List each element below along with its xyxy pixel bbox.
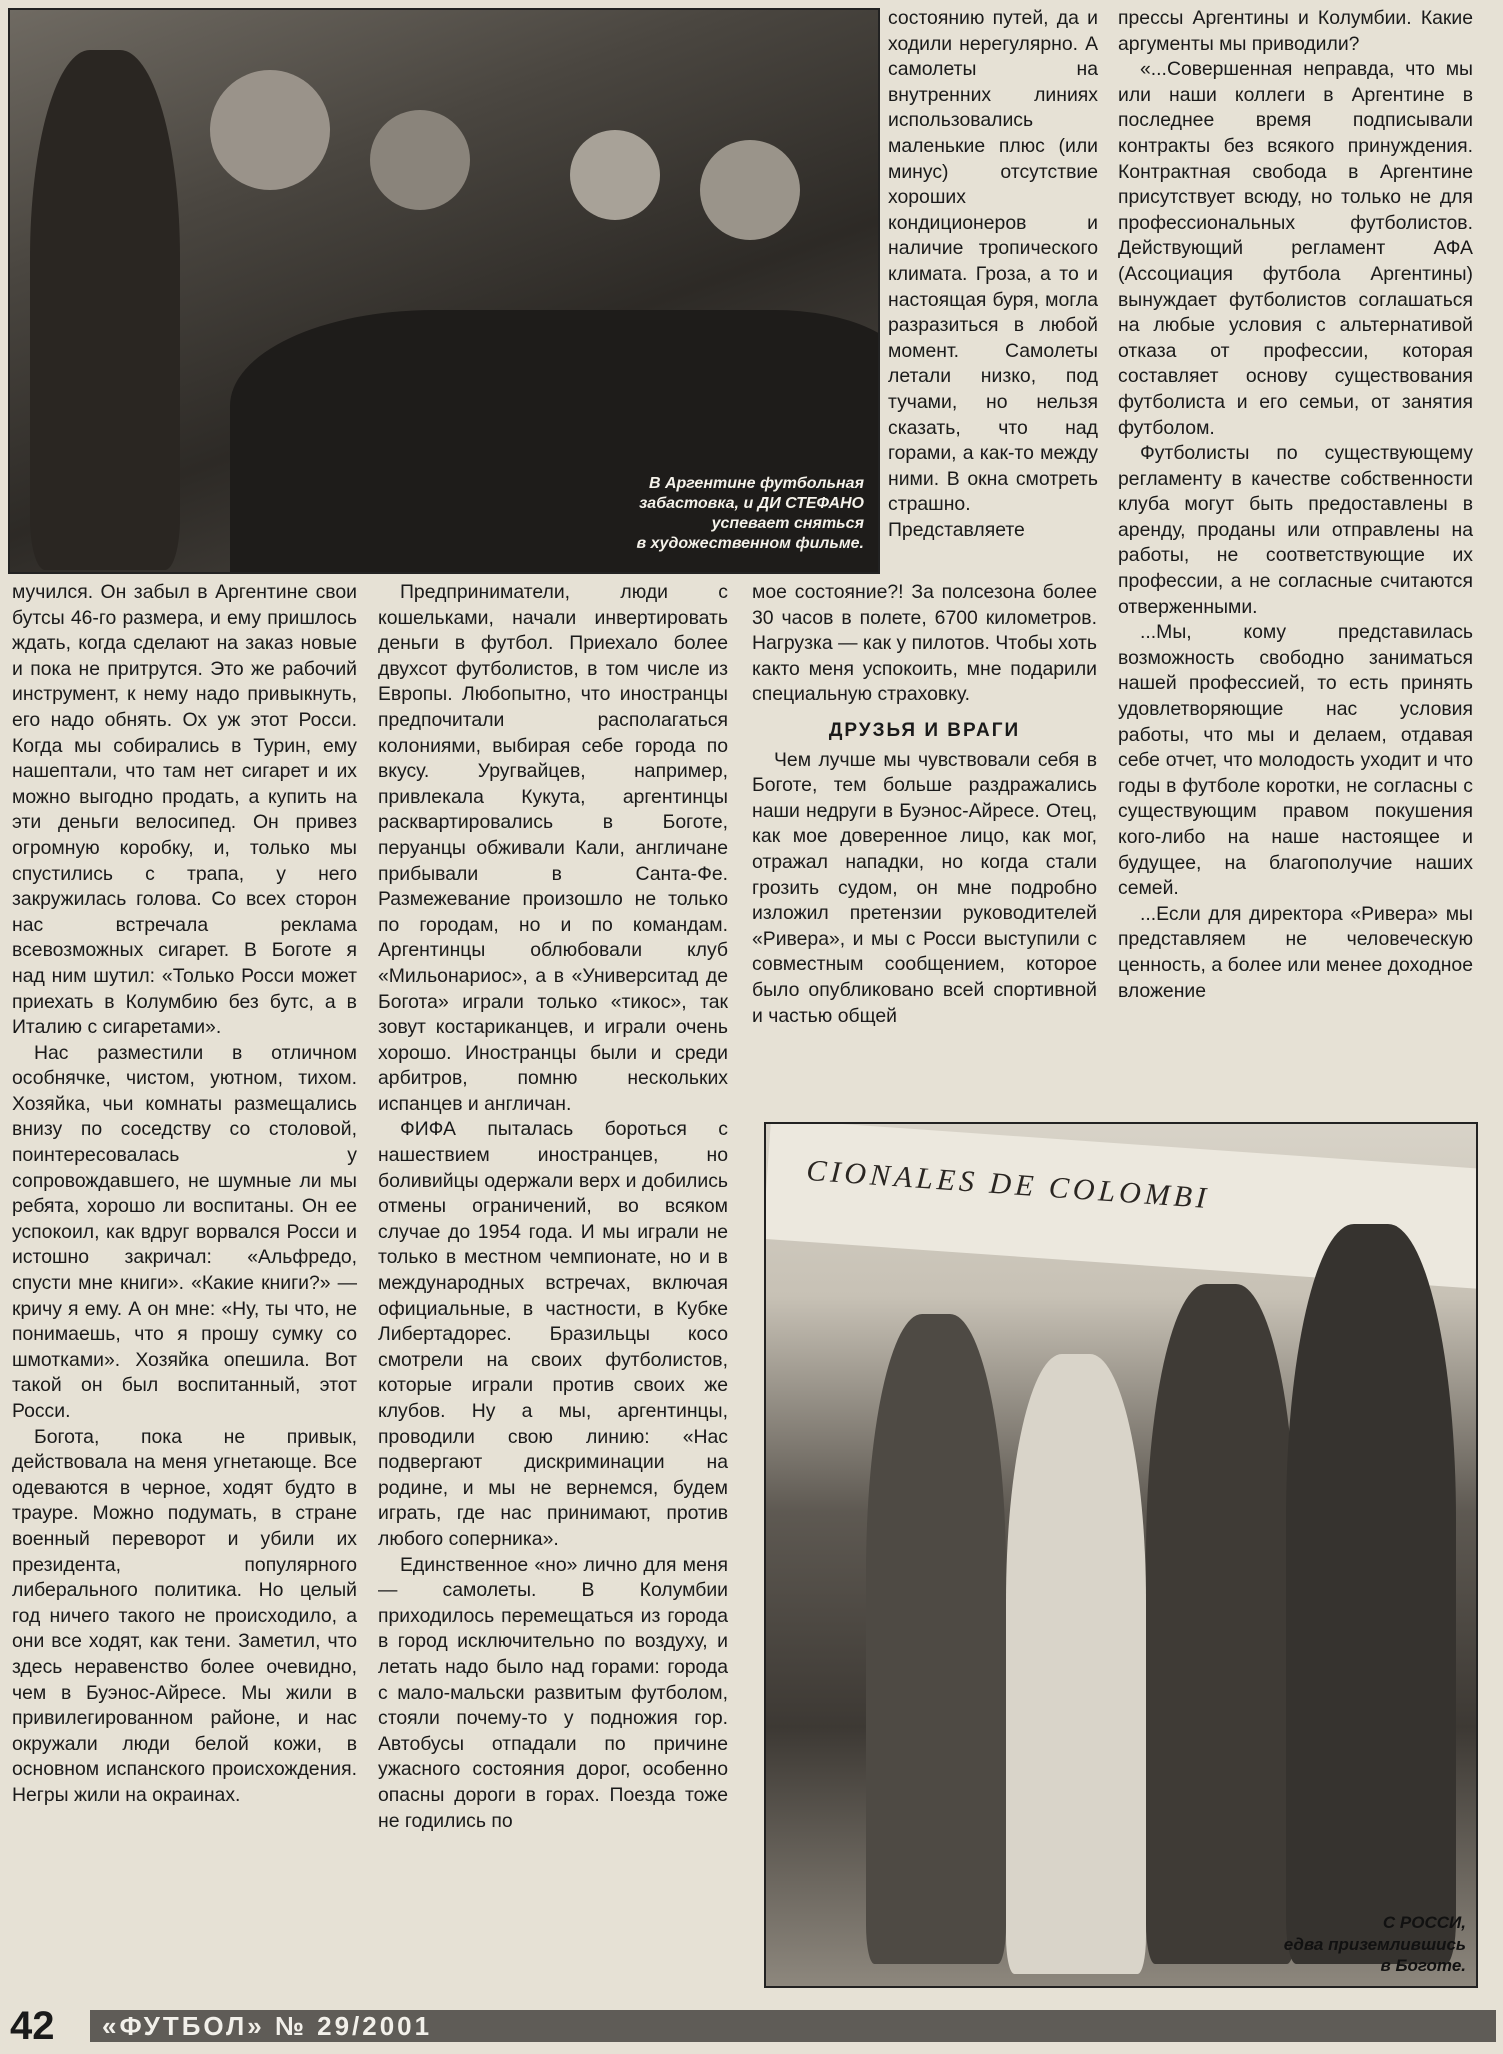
photo-film-scene — [8, 8, 880, 574]
figure-silhouette — [210, 70, 330, 190]
figure-silhouette — [1286, 1224, 1456, 1964]
column-3-lower — [752, 580, 1097, 1029]
photo-airport-arrival — [764, 1122, 1478, 1988]
column-4-top — [1118, 6, 1473, 1004]
paragraph: Нас разместили в отличном особнячке, чистом, уютном, тихом. Хозяйка, чьи комнаты размещались внизу по соседству со столовой, поинтересовалась у сопровождавшего, не шумные ли мы ребята, хорошо ли воспитаны. Он ее успокоил, как вдруг ворвался Росси и истошно закричал: «Альфредо, спусти мне книги». «Какие книги?» — кричу я ему. А он мне: «Ну, ты что, не понимаешь, что я прошу сумку со шмотками». Хозяйка опешила. Вот такой он был воспитанный, этот Росси. — [12, 1041, 357, 1422]
figure-silhouette — [30, 50, 180, 570]
figure-silhouette — [570, 130, 660, 220]
figure-silhouette — [1146, 1284, 1296, 1964]
paragraph: Единственное «но» лично для меня — самолеты. В Колумбии приходилось перемещаться из города в город исключительно по воздуху, и летать надо было над горами: города с мало-мальски развитым футболом, стояли почему-то у подножия гор. Автобусы отпадали по причине ужасного состояния дорог, особенно опасны дороги в горах. Поезда тоже не годились по — [378, 1553, 728, 1832]
paragraph: ...Если для директора «Ривера» мы представляем не человеческую ценность, а более или менее доходное вложение — [1118, 902, 1473, 1002]
figure-silhouette — [700, 140, 800, 240]
column-2 — [378, 580, 728, 1834]
paragraph: Предприниматели, люди с кошельками, начали инвертировать деньги в футбол. Приехало более двухсот футболистов, в том числе из Европы. Любопытно, что иностранцы предпочитали располагаться колониями, выбирая себе города по вкусу. Уругвайцев, например, привлекала Кукута, аргентинцы расквартировались в Боготе, перуанцы обживали Кали, англичане прибывали в Санта-Фе. Размежевание произошло не только по городам, но и по командам. Аргентинцы облюбовали клуб «Мильонариос», а в «Университад де Богота» играли только «тикос», так зовут костариканцев, и играли очень хорошо. Иностранцы были и среди арбитров, помню нескольких испанцев и англичан. — [378, 581, 728, 1115]
masthead: «ФУТБОЛ» № 29/2001 — [90, 2010, 1496, 2042]
paragraph: прессы Аргентины и Колумбии. Какие аргументы мы приводили? — [1118, 7, 1473, 55]
figure-silhouette — [1006, 1354, 1146, 1974]
photo1-caption: В Аргентине футбольная забастовка, и ДИ СТЕФАНО успевает сняться в художественном фильме. — [636, 475, 864, 552]
page-number: 42 — [10, 2003, 55, 2048]
paragraph: Футболисты по существующему регламенту в качестве собственности клуба могут быть предоставлены в аренду, проданы или отправлены на работы, не соответствующие их профессии, а не согласные считаются отверженными. — [1118, 442, 1473, 618]
paragraph: мучился. Он забыл в Аргентине свои бутсы 46-го размера, и ему пришлось ждать, когда сделают на заказ новые и пока не притрутся. Это же рабочий инструмент, к нему надо привыкнуть, его надо обнять. Ох уж этот Росси. Когда мы собирались в Турин, ему нашептали, что там нет сигарет и их можно выгодно продать, а купить на эти деньги велосипед. Он привез огромную коробку, и, только мы спустились с трапа, у него закружилась голова. Со всех сторон нас встречала реклама всевозможных сигарет. В Боготе я над ним шутил: «Только Росси может приехать в Колумбию без бутс, а в Италию с сигаретами». — [12, 581, 357, 1039]
figure-silhouette — [866, 1314, 1006, 1964]
column-3-top — [888, 6, 1098, 543]
section-heading: ДРУЗЬЯ И ВРАГИ — [828, 719, 1021, 741]
paragraph: ФИФА пыталась бороться с нашествием иностранцев, но боливийцы одержали верх и добились отмены ограничений, во всяком случае до 1954 года. И мы играли не только в местном чемпионате, но и в международных встречах, включая официальные, в частности, в Кубке Либертадорес. Бразильцы косо смотрели на своих футболистов, которые играли против своих же клубов. Ну а мы, аргентинцы, проводили свою линию: «Нас подвергают дискриминации на родине, и мы не вернемся, будем играть, где нас принимают, против любого соперника». — [378, 1118, 728, 1550]
plane-lettering: CIONALES DE COLOMBI — [805, 1153, 1212, 1216]
paragraph: состоянию путей, да и ходили нерегулярно. А самолеты на внутренних линиях использовались маленькие плюс (или минус) отсутствие хороших кондиционеров и наличие тропического климата. Гроза, а то и настоящая буря, могла разразиться в любой момент. Самолеты летали низко, под тучами, но нельзя сказать, что над горами, а как-то между ними. В окна смотреть страшно. Представляете — [888, 7, 1098, 541]
photo2-caption: С РОССИ, едва приземлившись в Боготе. — [1283, 1913, 1466, 1975]
paragraph: Чем лучше мы чувствовали себя в Боготе, тем больше раздражались наши недруги в Буэнос-Айресе. Отец, как мое доверенное лицо, как мог, отражал нападки, но когда стали грозить судом, он мне подробно изложил претензии руководителей «Ривера», и мы с Росси выступили с совместным сообщением, которое было опубликовано всей спортивной и частью общей — [752, 748, 1097, 1027]
column-1 — [12, 580, 357, 1809]
paragraph: ...Мы, кому представилась возможность свободно заниматься нашей профессией, то есть принять удовлетворяющие нас условия работы, что мы и делаем, отдавая себе отчет, что молодость уходит и что годы в футболе коротки, не согласны с существующим правом покушения кого-либо на наше настоящее и будущее, на благополучие наших семей. — [1118, 621, 1473, 900]
figure-silhouette — [370, 110, 470, 210]
paragraph: «...Совершенная неправда, что мы или наши коллеги в Аргентине в последнее время подписывали контракты без всякого принуждения. Контрактная свобода в Аргентине присутствует всюду, но только не для профессиональных футболистов. Действующий регламент АФА (Ассоциация футбола Аргентины) вынуждает футболистов соглашаться на любые условия с альтернативой отказа от профессии, которая составляет основу существования футболиста и его семьи, от занятия футболом. — [1118, 58, 1473, 439]
paragraph: Богота, пока не привык, действовала на меня угнетающе. Все одеваются в черное, ходят будто в трауре. Можно подумать, в стране военный переворот и убили их президента, популярного либерального политика. Но целый год ничего такого не происходило, а они все ходят, как тени. Заметил, что здесь неравенство более очевидно, чем в Буэнос-Айресе. Мы жили в привилегированном районе, и нас окружали люди белой кожи, в основном испанского происхождения. Негры жили на окраинах. — [12, 1425, 357, 1806]
page-footer — [10, 2003, 1496, 2049]
paragraph: мое состояние?! За полсезона более 30 часов в полете, 6700 километров. Нагрузка — как у пилотов. Чтобы хоть както меня успокоить, мне подарили специальную страховку. — [752, 581, 1097, 706]
